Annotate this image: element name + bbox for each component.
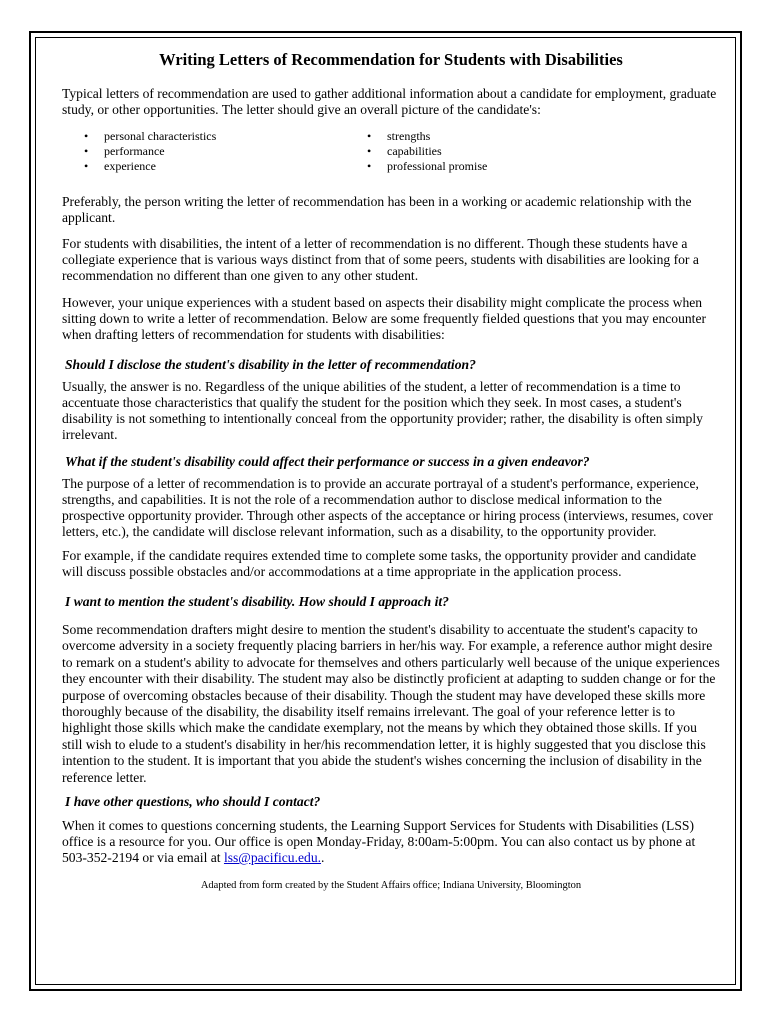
question-heading-disclose: Should I disclose the student's disability in the letter of recommendation? [65, 357, 476, 372]
list-item: • capabilities [345, 144, 487, 159]
answer-performance-example: For example, if the candidate requires extended time to complete some tasks, the opportunity provider and candidate will discuss possible obstacles and/or accommodations at a time appropriate in the application process. [62, 548, 697, 579]
contact-text: When it comes to questions concerning students, the Learning Support Services for Students with Disabilities (LSS) office is a resource for you. Our office is open Monday-Friday, 8:00am-5:00pm. You can also contact us by phone at 503-352-2194 or via email at [62, 818, 696, 866]
email-link[interactable]: lss@pacificu.edu. [223, 850, 322, 866]
document-body [62, 50, 720, 894]
answer-performance: The purpose of a letter of recommendation is to provide an accurate portrayal of a student's performance, experience, strengths, and capabilities. It is not the role of a recommendation author to disclose medical information to the prospective opportunity provider. Through other aspects of the acceptance or hiring process (interviews, resumes, cover letters, etc.), the candidate will disclose relevant information, such as a disability, to the opportunity provider. [62, 476, 713, 539]
list-item: • experience [62, 159, 345, 174]
question-heading-performance: What if the student's disability could affect their performance or success in a given endeavor? [65, 454, 590, 469]
paragraph-intent: For students with disabilities, the intent of a letter of recommendation is no different. Though these students have a collegiate experience that is various ways distinct from that of some peers, students with disabilities are looking for a recommendation no different than one given to any other student. [62, 236, 699, 283]
list-item: • strengths [345, 129, 487, 144]
footer-attribution: Adapted from form created by the Student Affairs office; Indiana University, Bloomington [200, 880, 582, 892]
contact-end: . [321, 850, 325, 866]
bullet-list-left [62, 129, 345, 177]
answer-approach: Some recommendation drafters might desire to mention the student's disability to accentuate the student's capacity to overcome adversity in a society frequently placing barriers in her/his way. For example, a reference author might desire to remark on a student's ability to advocate for themselves and others particularly well because of the unique experiences they encounter with their disability. The student may also be distinctly proficient at adapting to sudden change or for the purpose of overcoming obstacles because of their disability. Though the student may have developed these skills more thoroughly because of the disability, the disability itself remains irrelevant. The goal of your reference letter is to highlight those skills which make the candidate exemplary, not the means by which they obtained those skills. If you still wish to elude to a student's disability in her/his recommendation letter, it is highly suggested that you disclose this intention to the student. It is important that you abide the student's wishes concerning the inclusion of disability in the reference letter. [62, 622, 720, 785]
paragraph-relationship: Preferably, the person writing the letter of recommendation has been in a working or academic relationship with the applicant. [62, 194, 692, 225]
paragraph-unique-experiences: However, your unique experiences with a student based on aspects their disability might complicate the process when sitting down to write a letter of recommendation. Below are some frequently fielded questions that you may encounter when drafting letters of recommendation for students with disabilities: [62, 295, 707, 342]
list-item: • personal characteristics [62, 129, 345, 144]
document-title: Writing Letters of Recommendation for Students with Disabilities [159, 50, 623, 69]
question-heading-approach: I want to mention the student's disability. How should I approach it? [65, 594, 449, 609]
qualities-lists [62, 129, 720, 177]
question-heading-contact: I have other questions, who should I contact? [65, 794, 321, 810]
answer-disclose: Usually, the answer is no. Regardless of the unique abilities of the student, a letter of recommendation is a time to accentuate those characteristics that qualify the student for the position which they seek. In most cases, a student's disability is not something to intentionally conceal from the opportunity provider; rather, the disability is often simply irrelevant. [62, 379, 703, 442]
answer-contact [62, 818, 720, 866]
list-item: • professional promise [345, 159, 487, 174]
bullet-list-right [345, 129, 487, 177]
intro-paragraph: Typical letters of recommendation are used to gather additional information about a candidate for employment, graduate study, or other opportunities. The letter should give an overall picture of the candidate's: [62, 86, 717, 117]
list-item: • performance [62, 144, 345, 159]
